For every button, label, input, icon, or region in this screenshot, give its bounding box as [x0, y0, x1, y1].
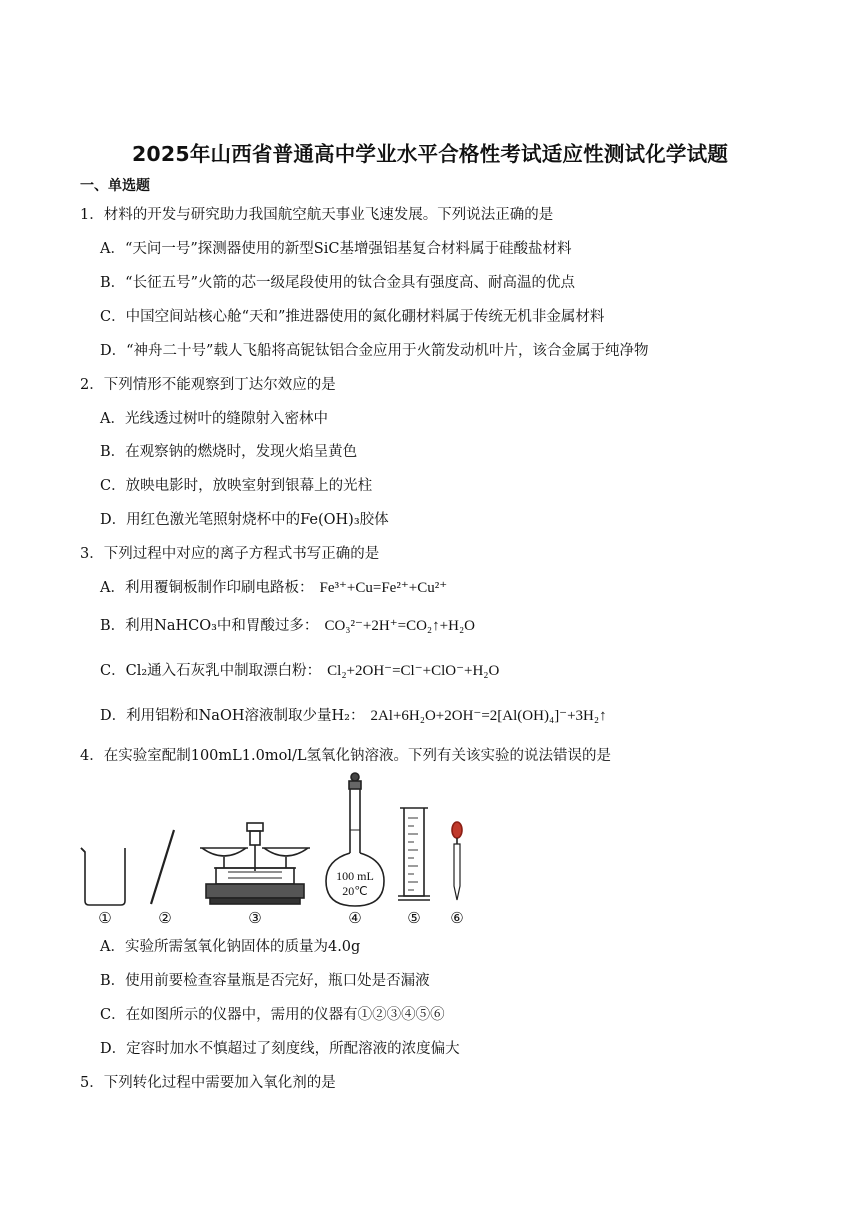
- ionic-equation: 2Al+6H₂O+2OH⁻=2[Al(OH)₄]⁻+3H₂↑: [370, 708, 607, 724]
- beaker-icon: [81, 848, 125, 905]
- question-1-option-a: A．“天问一号”探测器使用的新型SiC基增强铝基复合材料属于硅酸盐材料: [100, 241, 572, 257]
- flask-volume-label: 100 mL: [336, 869, 374, 883]
- question-1-option-c: C．中国空间站核心舱“天和”推进器使用的氮化硼材料属于传统无机非金属材料: [100, 309, 605, 325]
- question-2-stem: 2．下列情形不能观察到丁达尔效应的是: [80, 377, 336, 393]
- lab-apparatus-figure: [78, 768, 478, 928]
- option-text: A．利用覆铜板制作印刷电路板：: [100, 580, 314, 596]
- figure-label-1: ①: [98, 909, 112, 927]
- question-4-option-b: B．使用前要检查容量瓶是否完好，瓶口处是否漏液: [100, 973, 430, 989]
- ionic-equation: Fe³⁺+Cu=Fe²⁺+Cu²⁺: [319, 580, 448, 596]
- figure-label-2: ②: [158, 909, 172, 927]
- ionic-equation: Cl₂+2OH⁻=Cl⁻+ClO⁻+H₂O: [327, 663, 500, 679]
- question-4-option-c: C．在如图所示的仪器中，需用的仪器有①②③④⑤⑥: [100, 1007, 445, 1023]
- figure-label-3: ③: [248, 909, 262, 927]
- question-3-option-c: [100, 659, 499, 680]
- figure-label-6: ⑥: [450, 909, 464, 927]
- figure-label-4: ④: [348, 909, 362, 927]
- question-2-option-c: C．放映电影时，放映室射到银幕上的光柱: [100, 478, 373, 494]
- flask-temperature-label: 20℃: [342, 884, 368, 898]
- figure-label-5: ⑤: [407, 909, 421, 927]
- question-1-option-b: B．“长征五号”火箭的芯一级尾段使用的钛合金具有强度高、耐高温的优点: [100, 275, 575, 291]
- page-title: 2025年山西省普通高中学业水平合格性考试适应性测试化学试题: [131, 142, 729, 166]
- question-3-option-d: [100, 704, 607, 725]
- option-text: D．利用铝粉和NaOH溶液制取少量H₂：: [100, 708, 365, 724]
- question-1-stem: 1．材料的开发与研究助力我国航空航天事业飞速发展。下列说法正确的是: [80, 207, 554, 223]
- option-text: B．利用NaHCO₃中和胃酸过多：: [100, 618, 319, 634]
- question-3-option-b: [100, 614, 475, 635]
- ionic-equation: CO₃²⁻+2H⁺=CO₂↑+H₂O: [324, 618, 476, 634]
- question-3-stem: 3．下列过程中对应的离子方程式书写正确的是: [80, 546, 380, 562]
- question-3-option-a: [100, 576, 447, 597]
- question-2-option-a: A．光线透过树叶的缝隙射入密林中: [100, 411, 328, 427]
- section-heading: 一、单选题: [80, 178, 150, 194]
- question-5-stem: 5．下列转化过程中需要加入氧化剂的是: [80, 1075, 336, 1091]
- question-4-option-a: A．实验所需氢氧化钠固体的质量为4.0g: [100, 939, 361, 955]
- glass-rod-icon: [151, 830, 174, 904]
- question-2-option-b: B．在观察钠的燃烧时，发现火焰呈黄色: [100, 444, 358, 460]
- question-1-option-d: D．“神舟二十号”载人飞船将高铌钛铝合金应用于火箭发动机叶片，该合金属于纯净物: [100, 343, 649, 359]
- question-2-option-d: D．用红色激光笔照射烧杯中的Fe(OH)₃胶体: [100, 512, 389, 528]
- measuring-cylinder-icon: [398, 808, 430, 900]
- balance-icon: [200, 823, 310, 904]
- question-4-option-d: D．定容时加水不慎超过了刻度线，所配溶液的浓度偏大: [100, 1041, 460, 1057]
- dropper-icon: [452, 822, 462, 900]
- question-4-stem: 4．在实验室配制100mL1.0mol/L氢氧化钠溶液。下列有关该实验的说法错误的是: [80, 748, 611, 764]
- option-text: C．Cl₂通入石灰乳中制取漂白粉：: [100, 663, 322, 679]
